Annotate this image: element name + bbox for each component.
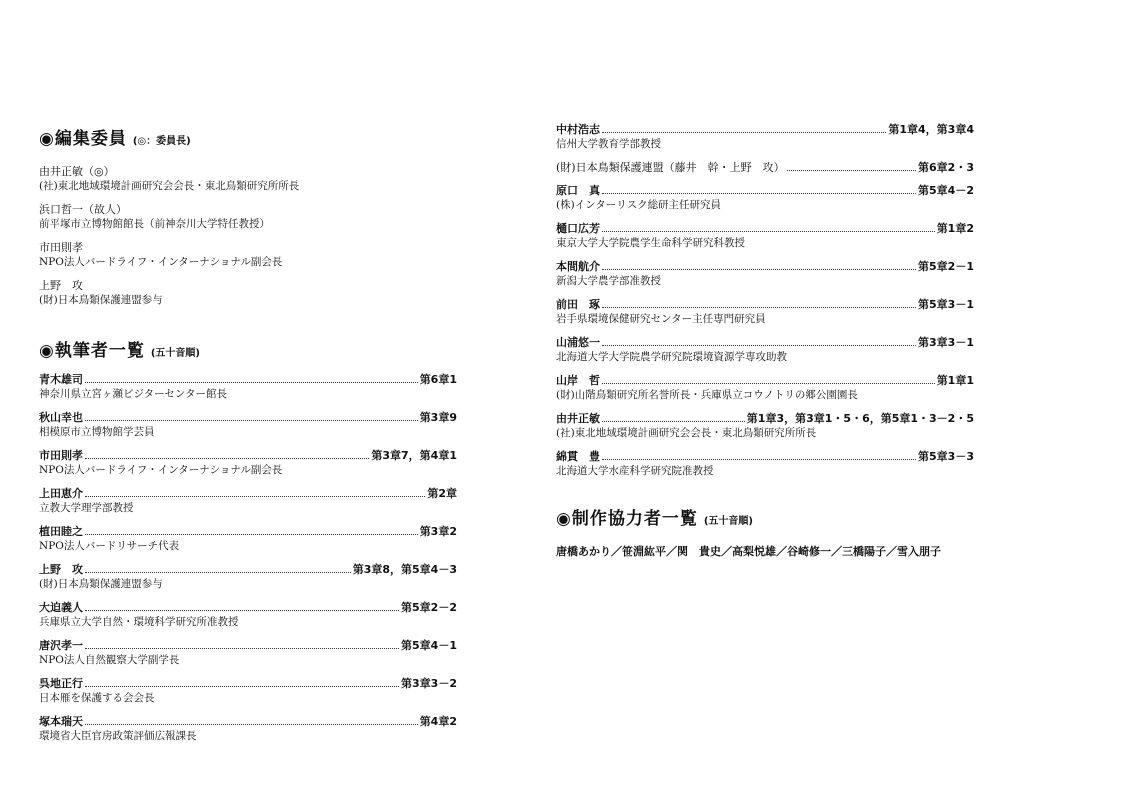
author-chapter: 第6章1 [419,373,457,386]
author-entry [556,411,974,449]
leader-dots [602,420,745,422]
editors-note: (◎：委員長) [132,136,191,147]
author-entry [556,221,974,259]
author-affiliation: (財)山階鳥類研究所名誉所長・兵庫県立コウノトリの郷公園園長 [556,389,858,401]
editor-entry [39,164,457,202]
author-entry [556,373,974,411]
author-chapter: 第6章2・3 [918,161,974,174]
author-name: 唐沢孝一 [39,639,83,652]
leader-dots [85,647,399,649]
leader-dots [85,419,418,421]
leader-dots [85,533,418,535]
leader-dots [85,685,399,687]
author-chapter: 第1章1 [936,374,974,387]
author-chapter: 第5章4－2 [918,184,974,197]
author-entry [39,562,457,600]
leader-dots [602,306,916,308]
author-entry [556,335,974,373]
author-entry [39,638,457,676]
author-affiliation: 北海道大学水産科学研究院准教授 [556,465,714,477]
left-column [39,124,457,752]
leader-dots [602,382,935,384]
author-chapter: 第3章3－1 [918,336,974,349]
leader-dots [85,723,418,725]
leader-dots [85,609,399,611]
editor-affiliation: (社)東北地域環境計画研究会会長・東北鳥類研究所所長 [39,180,300,192]
author-affiliation: NPO法人バードライフ・インターナショナル副会長 [39,464,283,476]
author-name: 山岸 哲 [556,374,600,387]
author-affiliation: (社)東北地域環境計画研究会会長・東北鳥類研究所所長 [556,427,817,439]
author-chapter: 第5章3－1 [918,298,974,311]
author-chapter: 第3章3－2 [401,677,457,690]
editor-entry [39,240,457,278]
author-affiliation: 東京大学大学院農学生命科学研究科教授 [556,237,745,249]
author-chapter: 第1章2 [936,222,974,235]
author-name: 秋山幸也 [39,411,83,424]
leader-dots [787,169,916,171]
author-affiliation: (財)日本鳥類保護連盟参与 [39,578,163,590]
author-chapter: 第2章 [427,487,457,500]
authors-title: ◉執筆者一覧 [39,341,145,361]
leader-dots [602,192,916,194]
editor-name: 市田則孝 [39,241,83,254]
authors-list-left [39,372,457,752]
author-affiliation: 兵庫県立大学自然・環境科学研究所准教授 [39,616,239,628]
author-name: 市田則孝 [39,449,83,462]
author-name: 本間航介 [556,260,600,273]
author-chapter: 第5章4－1 [401,639,457,652]
author-affiliation: 立教大学理学部教授 [39,502,134,514]
author-entry [39,600,457,638]
author-entry [39,676,457,714]
author-name: 上田恵介 [39,487,83,500]
author-chapter: 第1章4，第3章4 [888,123,974,136]
leader-dots [85,495,425,497]
authors-section-heading [39,336,457,361]
author-name: 樋口広芳 [556,222,600,235]
author-chapter: 第1章3，第3章1・5・6，第5章1・3－2・5 [746,412,974,425]
editor-entry [39,202,457,240]
leader-dots [602,268,916,270]
author-entry [556,122,974,160]
author-entry [39,714,457,752]
editor-affiliation: NPO法人バードライフ・インターナショナル副会長 [39,256,283,268]
author-name: 由井正敏 [556,412,600,425]
author-entry [556,449,974,487]
author-chapter: 第4章2 [419,715,457,728]
right-column [556,122,974,559]
author-affiliation: 北海道大学大学院農学研究院環境資源学専攻助教 [556,351,787,363]
author-name: 上野 攻 [39,563,83,576]
editors-section-heading [39,124,457,149]
leader-dots [602,458,916,460]
author-name: 植田睦之 [39,525,83,538]
author-name: 呉地正行 [39,677,83,690]
author-name: 山浦悠一 [556,336,600,349]
author-affiliation: 相模原市立博物館学芸員 [39,426,155,438]
collaborators-note: (五十音順) [703,516,753,527]
author-name: 中村浩志 [556,123,600,136]
author-chapter: 第3章2 [419,525,457,538]
author-entry [556,259,974,297]
leader-dots [602,344,916,346]
author-entry [39,410,457,448]
author-affiliation: 神奈川県立宮ヶ瀬ビジターセンター館長 [39,388,227,400]
author-affiliation: 新潟大学農学部准教授 [556,275,661,287]
leader-dots [602,131,886,133]
author-chapter: 第3章7，第4章1 [371,449,457,462]
author-entry [39,486,457,524]
author-affiliation: NPO法人自然観察大学副学長 [39,654,180,666]
author-entry [556,297,974,335]
author-affiliation: NPO法人バードリサーチ代表 [39,540,180,552]
author-name: 塚本瑞天 [39,715,83,728]
author-chapter: 第5章2－2 [401,601,457,614]
author-entry [39,524,457,562]
editor-name: 浜口哲一（故人） [39,203,127,216]
editor-affiliation: 前平塚市立博物館館長（前神奈川大学特任教授） [39,218,270,230]
author-chapter: 第5章3－3 [918,450,974,463]
leader-dots [85,571,351,573]
author-entry [39,372,457,410]
author-name: 青木雄司 [39,373,83,386]
editors-title: ◉編集委員 [39,129,127,149]
author-affiliation: 日本雁を保護する会会長 [39,692,155,704]
collaborators-names: 唐橋あかり／笹淵紘平／関 貴史／高梨悦雄／谷崎修一／三橋陽子／雪入朋子 [556,545,941,558]
author-affiliation: 環境省大臣官房政策評価広報課長 [39,730,197,742]
editor-affiliation: (財)日本鳥類保護連盟参与 [39,294,163,306]
collaborators-section-heading [556,504,974,529]
authors-list-right [556,122,974,487]
author-affiliation: (株)インターリスク総研主任研究員 [556,199,722,211]
author-entry [556,160,974,183]
leader-dots [85,457,369,459]
author-name: 原口 真 [556,184,600,197]
leader-dots [85,381,418,383]
editor-name: 上野 攻 [39,279,83,292]
author-chapter: 第5章2－1 [918,260,974,273]
author-chapter: 第3章9 [419,411,457,424]
author-entry [556,183,974,221]
author-name: 大迫義人 [39,601,83,614]
editors-list [39,164,457,316]
collaborators-title: ◉制作協力者一覧 [556,509,698,529]
author-name: 綿貫 豊 [556,450,600,463]
author-name: (財)日本鳥類保護連盟（藤井 幹・上野 攻） [556,161,785,174]
author-affiliation: 岩手県環境保健研究センター主任専門研究員 [556,313,766,325]
leader-dots [602,230,935,232]
author-entry [39,448,457,486]
authors-note: (五十音順) [150,348,200,359]
author-affiliation: 信州大学教育学部教授 [556,138,661,150]
author-name: 前田 琢 [556,298,600,311]
author-chapter: 第3章8，第5章4－3 [352,563,457,576]
editor-name: 由井正敏（◎） [39,165,115,178]
editor-entry [39,278,457,316]
